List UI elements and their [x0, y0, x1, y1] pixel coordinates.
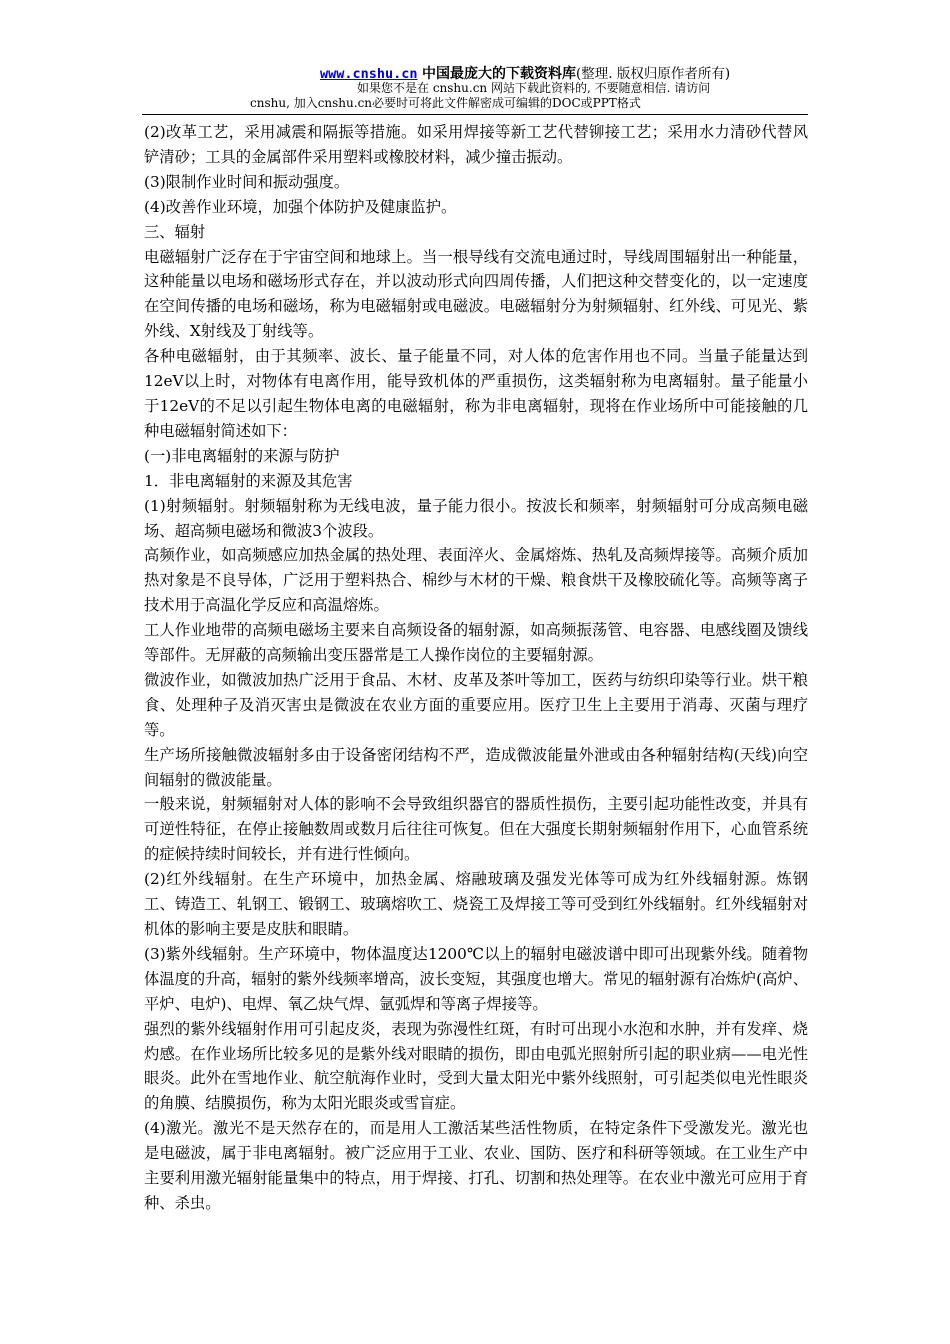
paragraph: 电磁辐射广泛存在于宇宙空间和地球上。当一根导线有交流电通过时，导线周围辐射出一种能量，这种能量以电场和磁场形式存在，并以波动形式向四周传播，人们把这种交替变化的，以一定速度在空间传播的电场和磁场，称为电磁辐射或电磁波。电磁辐射分为射频辐射、红外线、可见光、紫外线、X射线及丁射线等。 [144, 247, 808, 341]
paragraph: (4)激光。激光不是天然存在的，而是用人工激活某些活性物质，在特定条件下受激发光。激光也是电磁波，属于非电离辐射。被广泛应用于工业、农业、国防、医疗和科研等领域。在工业生产中主要利用激光辐射能量集中的特点，用于焊接、打孔、切割和热处理等。在农业中激光可应用于育种、杀虫。 [144, 1119, 808, 1212]
paragraph: (1)射频辐射。射频辐射称为无线电波，量子能力很小。按波长和频率，射频辐射可分成高频电磁场、超高频电磁场和微波3个波段。 [144, 496, 808, 540]
subsection-heading: 1．非电离辐射的来源及其危害 [144, 471, 353, 490]
paragraph: (3)紫外线辐射。生产环境中，物体温度达1200℃以上的辐射电磁波谱中即可出现紫外线。随着物体温度的升高，辐射的紫外线频率增高，波长变短，其强度也增大。常见的辐射源有冶炼炉(高炉、平炉、电炉)、电焊、氧乙炔气焊、氩弧焊和等离子焊接等。 [144, 944, 808, 1013]
subsection-heading: (一)非电离辐射的来源与防护 [144, 446, 340, 465]
header-line-2: 如果您不是在 cnshu.cn 网站下载此资料的, 不要随意相信. 请访问 [357, 81, 711, 95]
paragraph: (3)限制作业时间和振动强度。 [144, 172, 350, 191]
paragraph: 高频作业，如高频感应加热金属的热处理、表面淬火、金属熔炼、热轧及高频焊接等。高频介质加热对象是不良导体，广泛用于塑料热合、棉纱与木材的干燥、粮食烘干及橡胶硫化等。高频等离子技术用于高温化学反应和高温熔炼。 [144, 546, 808, 615]
paragraph: 生产场所接触微波辐射多由于设备密闭结构不严，造成微波能量外泄或由各种辐射结构(天线)向空间辐射的微波能量。 [144, 745, 808, 789]
paragraph: 强烈的紫外线辐射作用可引起皮炎，表现为弥漫性红斑，有时可出现小水泡和水肿，并有发痒、烧灼感。在作业场所比较多见的是紫外线对眼睛的损伤，即由电弧光照射所引起的职业病——电光性眼炎。此外在雪地作业、航空航海作业时，受到大量太阳光中紫外线照射，可引起类似电光性眼炎的角膜、结膜损伤，称为太阳光眼炎或雪盲症。 [144, 1019, 808, 1113]
section-heading: 三、辐射 [144, 222, 206, 241]
paragraph: (4)改善作业环境，加强个体防护及健康监护。 [144, 197, 457, 216]
paragraph: (2)改革工艺，采用减震和隔振等措施。如采用焊接等新工艺代替铆接工艺；采用水力清砂代替风铲清砂；工具的金属部件采用塑料或橡胶材料，减少撞击振动。 [144, 123, 808, 166]
paragraph: 微波作业，如微波加热广泛用于食品、木材、皮革及茶叶等加工，医药与纺织印染等行业。烘干粮食、处理种子及消灭害虫是微波在农业方面的重要应用。医疗卫生上主要用于消毒、灭菌与理疗等。 [144, 670, 808, 739]
paragraph: 工人作业地带的高频电磁场主要来自高频设备的辐射源，如高频振荡管、电容器、电感线圈及馈线等部件。无屏蔽的高频输出变压器常是工人操作岗位的主要辐射源。 [144, 621, 808, 665]
header-line-3: cnshu, 加入cnshu.cn必要时可将此文件解密成可编辑的DOC或PPT格式 [250, 96, 641, 110]
site-title: 中国最庞大的下载资料库 [422, 66, 576, 82]
site-link[interactable]: www.cnshu.cn [320, 66, 418, 82]
copyright-note: (整理. 版权归原作者所有) [576, 66, 731, 82]
page-header [142, 62, 808, 115]
document-body [144, 120, 808, 1216]
paragraph: 一般来说，射频辐射对人体的影响不会导致组织器官的器质性损伤，主要引起功能性改变，并具有可逆性特征，在停止接触数周或数月后往往可恢复。但在大强度长期射频辐射作用下，心血管系统的症候持续时间较长，并有进行性倾向。 [144, 795, 808, 864]
paragraph: (2)红外线辐射。在生产环境中，加热金属、熔融玻璃及强发光体等可成为红外线辐射源。炼钢工、铸造工、轧钢工、锻钢工、玻璃熔吹工、烧瓷工及焊接工等可受到红外线辐射。红外线辐射对机体的影响主要是皮肤和眼睛。 [144, 870, 808, 938]
paragraph: 各种电磁辐射，由于其频率、波长、量子能量不同，对人体的危害作用也不同。当量子能量达到12eV以上时，对物体有电离作用，能导致机体的严重损伤，这类辐射称为电离辐射。量子能量小于12eV的不足以引起生物体电离的电磁辐射，称为非电离辐射，现将在作业场所中可能接触的几种电磁辐射简述如下： [144, 347, 808, 440]
